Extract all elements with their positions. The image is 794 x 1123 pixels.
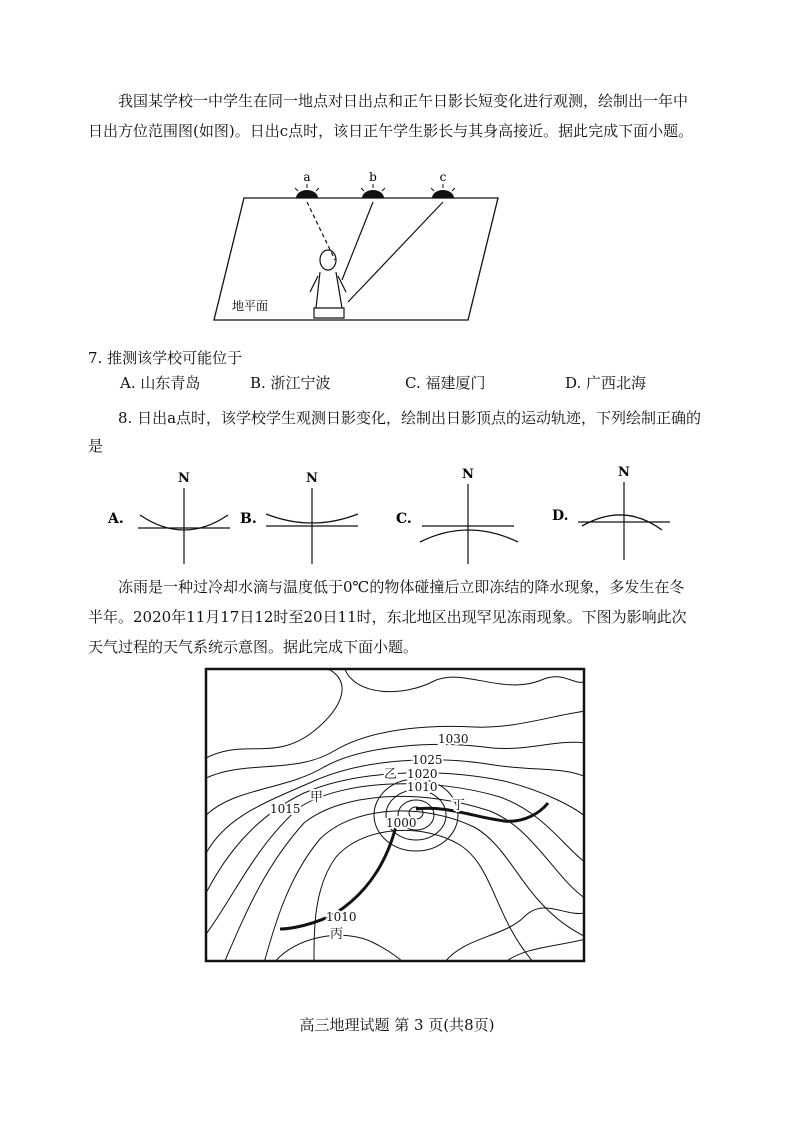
compass-north-b: N (306, 471, 318, 486)
compass-north-c: N (462, 467, 474, 482)
isobar-label-1030: 1030 (438, 732, 469, 746)
sun-b-icon (361, 184, 385, 198)
option-8d-label[interactable]: D. (552, 508, 569, 524)
compass-north-a: N (178, 471, 190, 486)
isobar-label-1020: 1020 (407, 767, 438, 781)
isobar-label-1010-upper: 1010 (407, 780, 438, 794)
place-label-bing: 丙 (330, 927, 344, 942)
page-footer: 高三地理试题 第 3 页(共8页) (299, 1016, 495, 1034)
sun-a-icon (295, 184, 319, 198)
sun-label-c: c (439, 170, 447, 184)
passage-2: 冻雨是一种过冷却水滴与温度低于0℃的物体碰撞后立即冻结的降水现象，多发生在冬半年。2020年11月17日12时至20日11时，东北地区出现罕见冻雨现象。下图为影响此次天气过程的天气系统示意图。据此完成下面小题。 (88, 578, 687, 656)
isobar-label-1000: 1000 (386, 816, 417, 830)
place-label-ding: 丁 (452, 798, 466, 813)
passage-1: 我国某学校一中学生在同一地点对日出点和正午日影长短变化进行观测，绘制出一年中日出方位范围图(如图)。日出c点时，该日正午学生影长与其身高接近。据此完成下面小题。 (88, 92, 694, 140)
isobar-label-1015: 1015 (270, 802, 301, 816)
question-7-stem: 7. 推测该学校可能位于 (88, 349, 243, 367)
observer-figure (310, 250, 346, 318)
option-7d[interactable]: D. 广西北海 (565, 374, 647, 392)
ground-label: 地平面 (232, 299, 269, 313)
isobar-label-1025: 1025 (412, 753, 443, 767)
option-7a[interactable]: A. 山东青岛 (120, 374, 201, 392)
isobar-map (204, 667, 586, 963)
option-8a-label[interactable]: A. (108, 511, 124, 527)
place-label-jia: 甲 (310, 790, 324, 805)
compass-north-d: N (618, 465, 630, 480)
option-8b-label[interactable]: B. (240, 511, 257, 527)
sunrise-figure (210, 168, 510, 330)
question-8-text: 8. 日出a点时，该学校学生观测日影变化，绘制出日影顶点的运动轨迹，下列绘制正确的是 (88, 409, 702, 455)
isobar-label-1010-lower: 1010 (326, 910, 357, 924)
option-7c[interactable]: C. 福建厦门 (405, 374, 486, 392)
question-8-stem (88, 404, 703, 460)
sun-label-a: a (303, 170, 311, 184)
question-7-options (120, 372, 720, 398)
option-8c-label[interactable]: C. (396, 511, 412, 527)
sun-label-b: b (369, 170, 377, 184)
option-7b[interactable]: B. 浙江宁波 (250, 374, 331, 392)
place-label-yi: 乙 (384, 767, 398, 782)
shadow-track-options (100, 460, 690, 572)
sun-c-icon (431, 184, 455, 198)
